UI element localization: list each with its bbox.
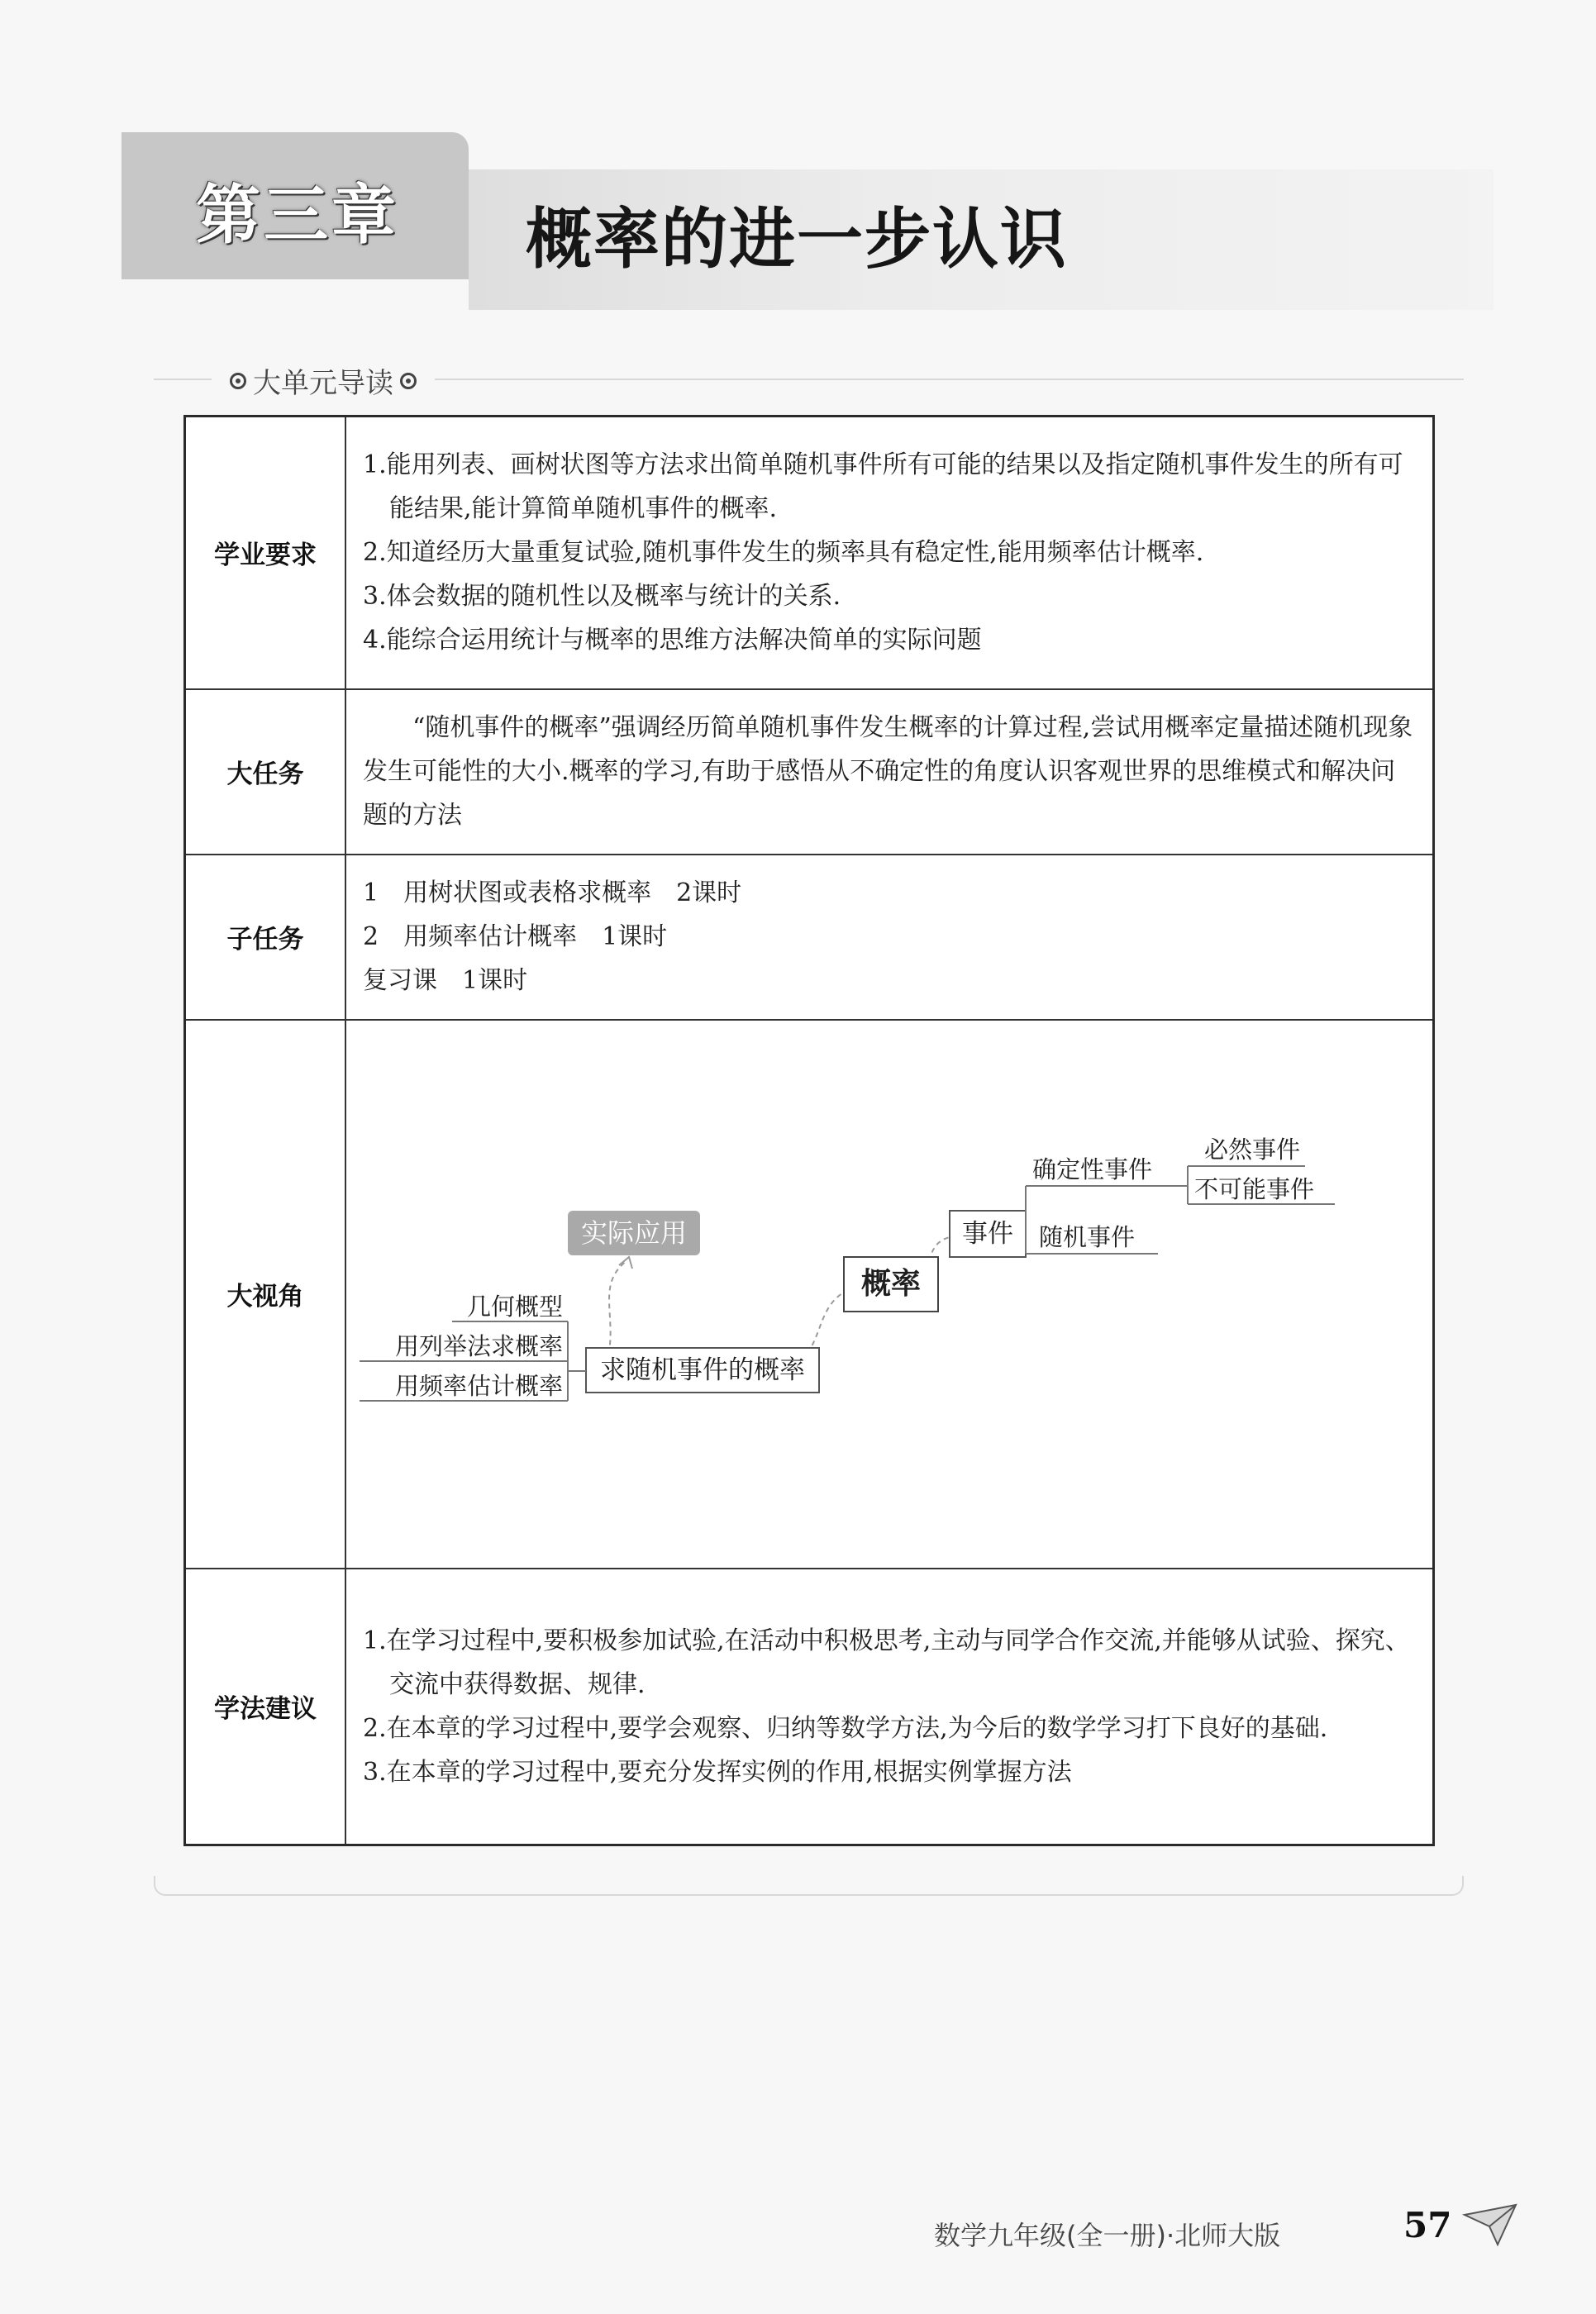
node-enumeration: 用列举法求概率 — [394, 1331, 563, 1360]
node-geometric: 几何概型 — [466, 1292, 563, 1321]
bottom-rule — [154, 1876, 1464, 1896]
list-item: 2.知道经历大量重复试验,随机事件发生的频率具有稳定性,能用频率估计概率. — [363, 538, 1204, 568]
requirements-cell — [345, 417, 1434, 689]
big-task-cell — [345, 689, 1434, 855]
list-item: 1.能用列表、画树状图等方法求出简单随机事件所有可能的结果以及指定随机事件发生的所有可能结果,能计算简单随机事件的概率. — [363, 450, 1403, 524]
node-random-events: 随机事件 — [1039, 1222, 1136, 1251]
node-frequency: 用频率估计概率 — [394, 1371, 563, 1400]
big-view-cell — [345, 1020, 1434, 1569]
bullet-dot-icon — [230, 373, 246, 389]
row-study-tips — [185, 1569, 1434, 1845]
node-application: 实际应用 — [580, 1217, 688, 1249]
node-inevitable: 必然事件 — [1204, 1135, 1301, 1164]
section-label-wrap — [212, 360, 435, 401]
node-impossible: 不可能事件 — [1194, 1174, 1315, 1203]
node-certain-events: 确定性事件 — [1032, 1155, 1153, 1183]
list-item: 3.在本章的学习过程中,要充分发挥实例的作用,根据实例掌握方法 — [363, 1757, 1072, 1787]
row-label: 学法建议 — [185, 1569, 346, 1845]
row-big-view — [185, 1020, 1434, 1569]
section-heading — [154, 355, 1464, 402]
row-label: 大任务 — [185, 689, 346, 855]
study-tips-cell — [345, 1569, 1434, 1845]
page-number: 57 — [1403, 2205, 1452, 2245]
list-item: 2.在本章的学习过程中,要学会观察、归纳等数学方法,为今后的数学学习打下良好的基础. — [363, 1713, 1328, 1743]
row-label: 大视角 — [185, 1020, 346, 1569]
row-label: 学业要求 — [185, 417, 346, 689]
node-events: 事件 — [962, 1218, 1013, 1249]
big-task-text: “随机事件的概率”强调经历简单随机事件发生概率的计算过程,尝试用概率定量描述随机现象发生可能性的大小.概率的学习,有助于感悟从不确定性的角度认识客观世界的思维模式和解决问题的方法 — [363, 713, 1413, 830]
concept-map — [346, 1021, 1432, 1568]
list-item: 1.在学习过程中,要积极参加试验,在活动中积极思考,主动与同学合作交流,并能够从试验、探究、交流中获得数据、规律. — [363, 1626, 1410, 1699]
list-item: 1 用树状图或表格求概率 2课时 — [363, 878, 742, 907]
node-compute: 求随机事件的概率 — [600, 1355, 805, 1385]
list-item: 4.能综合运用统计与概率的思维方法解决简单的实际问题 — [363, 626, 982, 655]
row-subtasks — [185, 855, 1434, 1020]
subtasks-cell — [345, 855, 1434, 1020]
arrow-icon — [619, 1257, 632, 1269]
section-label: 大单元导读 — [253, 367, 393, 400]
node-root: 概率 — [860, 1266, 922, 1301]
list-item: 3.体会数据的随机性以及概率与统计的关系. — [363, 582, 841, 612]
row-requirements — [185, 417, 1434, 689]
list-item: 复习课 1课时 — [363, 966, 528, 995]
footer-book-title: 数学九年级(全一册)·北师大版 — [934, 2220, 1281, 2251]
chapter-title: 概率的进一步认识 — [526, 201, 1068, 278]
list-item: 2 用频率估计概率 1课时 — [363, 922, 668, 951]
unit-guide-table — [183, 415, 1435, 1846]
paper-plane-icon — [1461, 2198, 1519, 2248]
row-big-task — [185, 689, 1434, 855]
row-label: 子任务 — [185, 855, 346, 1020]
chapter-label: 第三章 — [196, 179, 400, 253]
chapter-tab — [121, 132, 469, 279]
bullet-dot-icon — [400, 373, 417, 389]
